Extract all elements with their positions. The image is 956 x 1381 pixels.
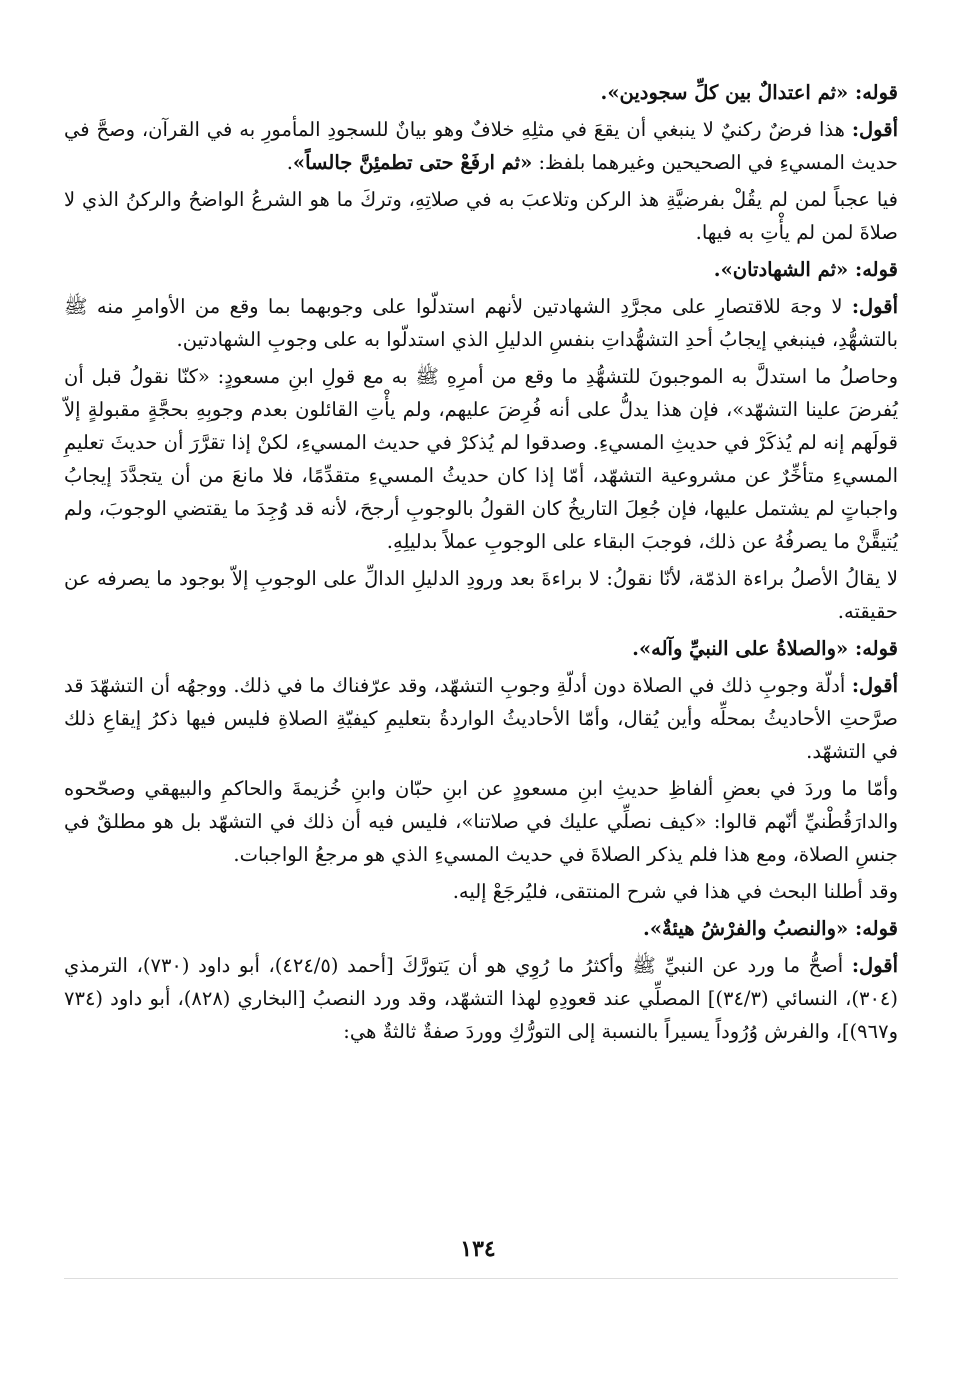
- qawl-quote: «والنصبُ والفرْشُ هيئةٌ»: [649, 917, 849, 940]
- qawl-heading-2: [64, 253, 898, 286]
- punctuation: .: [632, 637, 639, 660]
- body-paragraph: وقد أطلنا البحث في هذا في شرح المنتقى، فليُرجَعْ إليه.: [452, 880, 898, 903]
- qawl-heading-4: [64, 912, 898, 945]
- aqul-label: أقول:: [851, 954, 899, 977]
- qawl-label: قوله:: [855, 258, 898, 281]
- punctuation: .: [713, 258, 721, 281]
- qawl-label: قوله:: [855, 637, 898, 660]
- aqul-label: أقول:: [851, 295, 898, 318]
- qawl-heading-3: [64, 632, 898, 665]
- qawl-label: قوله:: [855, 81, 898, 104]
- body-paragraph: فيا عجباً لمن لم يقُلْ بفرضيَّةِ هذ الركن وتلاعبَ به في صلاتِهِ، وتركَ ما هو الشرعُ الواضحُ والركنُ الذي لا صلاةَ لمن لم يأْتِ به فيها.: [64, 188, 898, 244]
- punctuation: .: [286, 151, 293, 174]
- aqul-text: لا وجهَ للاقتصارِ على مجرَّدِ الشهادتين لأنهم استدلّوا على وجوبهما بما وقع من الأوامرِ منه ﷺ بالتشهُّدِ، فينبغي إيجابُ أحدِ التشهُّداتِ بنفسِ الدليلِ الذي استدلّوا به على وجوبِ الشهادتين.: [64, 295, 898, 351]
- qawl-quote: «والصلاةُ على النبيِّ وآله»: [638, 637, 849, 660]
- aqul-paragraph-2: [64, 290, 898, 356]
- page-number: ١٣٤: [460, 1236, 496, 1262]
- qawl-label: قوله:: [855, 917, 898, 940]
- hadith-quote: «ثم ارفَعْ حتى تطمئِنَّ جالساً»: [292, 151, 533, 174]
- qawl-quote: «ثم الشهادتان»: [720, 258, 849, 281]
- punctuation: .: [600, 81, 608, 104]
- punctuation: .: [643, 917, 650, 940]
- qawl-heading-1: [64, 76, 898, 109]
- aqul-label: أقول:: [851, 118, 898, 141]
- aqul-paragraph-4: [64, 949, 898, 1048]
- qawl-quote: «ثم اعتدالٌ بين كلِّ سجودين»: [607, 81, 849, 104]
- aqul-text: أدلّة وجوبِ ذلك في الصلاة دون أدلّةِ وجوبِ التشهّد، وقد عرّفناك ما في ذلك. ووجهُه أن التشهّدَ قد صرَّحتِ الأحاديثُ بمحلِّه وأين يُقال، وأمّا الأحاديثُ الواردةُ بتعليمِ كيفيّةِ الصلاةِ فليس فيها ذكرُ إيقاعِ ذلك في التشهّد.: [64, 674, 898, 763]
- body-paragraph: وحاصلُ ما استدلَّ به الموجبونَ للتشهُّدِ ما وقع من أمرِهِ ﷺ به مع قولِ ابنِ مسعودٍ: «كنّا نقولُ قبل أن يُفرضَ علينا التشهّد»، فإن هذا يدلُّ على أنه فُرِضَ عليهم، ولم يأْتِ القائلون بعدم وجوبِهِ بحجَّةٍ مقبولةٍ إلاّ قولَهم إنه لم يُذكَرْ في حديثِ المسيءِ. وصدقوا لم يُذكرْ في حديث المسيءِ، لكنْ إذا تقرَّرَ أن حديثَ تعليمِ المسيءِ متأخِّرٌ عن مشروعية التشهّد، أمّا إذا كان حديثُ المسيءِ متقدِّمًا، فلا مانعَ من أن يتجدَّدَ إيجابُ واجباتٍ لم يشتمل عليها، فإن جُعِلَ التاريخُ كان القولُ بالوجوبِ أرجحَ، لأنه قد وُجِدَ ما يقتضي الوجوبَ، ولم يُتيقَّنْ ما يصرفُهُ عن ذلك، فوجبَ البقاء على الوجوبِ عملاً بدليلِهِ.: [64, 365, 898, 553]
- body-paragraph: وأمّا ما وردَ في بعضِ ألفاظِ حديثِ ابنِ مسعودٍ عن ابنِ حبّان وابنِ خُزيمةَ والحاكمِ والبيهقي وصحّحوه والدارَقُطْنيِّ أنّهم قالوا: «كيف نصلِّي عليك في صلاتنا»، فليس فيه أن ذلك في التشهّد بل هو مطلقٌ في جنسِ الصلاة، ومع هذا فلم يذكر الصلاةَ في حديث المسيءِ الذي هو مرجعُ الواجبات.: [64, 777, 898, 866]
- aqul-text: هذا فرضٌ ركنيٌ لا ينبغي أن يقعَ في مثلِهِ خلافٌ وهو بيانٌ للسجودِ المأمورِ به في القرآن، وصحَّ في حديث المسيءِ في الصحيحين وغيرهما بلفظ:: [64, 118, 898, 174]
- aqul-text: أصحُّ ما ورد عن النبيِّ ﷺ وأكثرُ ما رُوِي هو أن يَتورَّكَ [أحمد (٤٢٤/٥)، أبو داود (٧٣٠)، الترمذي (٣٠٤)، النسائي (٣٤/٣)] المصلِّي عند قعودِهِ لهذا التشهّد، وقد ورد النصبُ [البخاري (٨٢٨)، أبو داود (٧٣٤ و٩٦٧)]، والفرش وُرُوداً يسيراً بالنسبة إلى التورُّكِ ووردَ صفةٌ ثالثةٌ هي:: [64, 954, 898, 1043]
- body-paragraph: لا يقالُ الأصلُ براءة الذمّة، لأنّا نقولُ: لا براءةَ بعد ورودِ الدليلِ الدالِّ على الوجوبِ إلاّ بوجود ما يصرفه عن حقيقته.: [64, 567, 898, 623]
- page-bottom-divider: [64, 1278, 898, 1279]
- aqul-paragraph-1: [64, 113, 898, 179]
- aqul-paragraph-3: [64, 669, 898, 768]
- aqul-label: أقول:: [851, 674, 898, 697]
